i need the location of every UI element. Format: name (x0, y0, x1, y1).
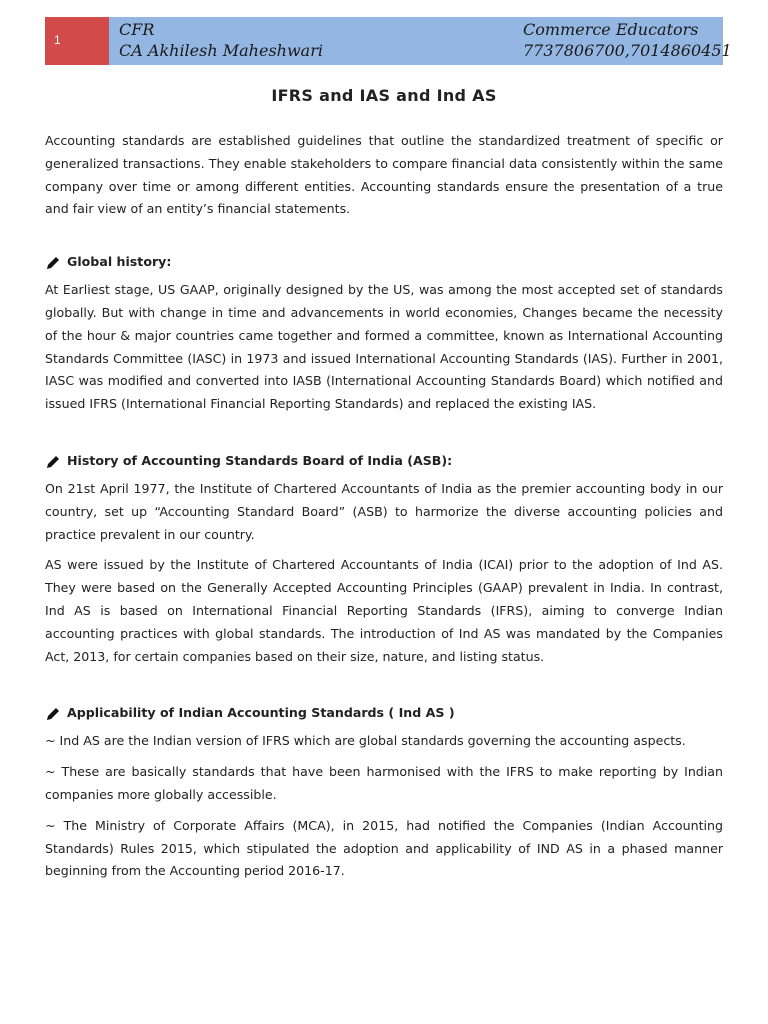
section-heading-text: History of Accounting Standards Board of India (ASB): (67, 452, 453, 468)
section-paragraph: At Earliest stage, US GAAP, originally designed by the US, was among the most accepted set of standards globally. But with change in time and advancements in world economies, Changes became the necessity of the hour & major countries came together and formed a committee, known as International Accounting Standards Committee (IASC) in 1973 and issued International Accounting Standards (IAS). Further in 2001, IASC was modified and converted into IASB (International Accounting Standards Board) which notified and issued IFRS (International Financial Reporting Standards) and replaced the existing IAS. (45, 282, 723, 412)
header-band (109, 17, 732, 65)
document-body (45, 130, 723, 891)
section-heading-asb-history (45, 450, 723, 472)
header-phone-numbers: 7737806700,7014860451 (523, 41, 732, 60)
section-heading-ind-as-applicability (45, 702, 723, 724)
header-author-name: CA Akhilesh Maheshwari (119, 41, 323, 60)
section-paragraph: ~ Ind AS are the Indian version of IFRS which are global standards governing the accounting aspects. (45, 733, 686, 749)
intro-paragraph: Accounting standards are established guidelines that outline the standardized treatment of specific or generalized transactions. They enable stakeholders to compare financial data consistently within the same company over time or among different entities. Accounting standards ensure the presentation of a true and fair view of an entity’s financial statements. (45, 133, 723, 217)
page-number: 1 (45, 17, 109, 65)
section-paragraph: AS were issued by the Institute of Chartered Accountants of India (ICAI) prior to the adoption of Ind AS. They were based on the Generally Accepted Accounting Principles (GAAP) prevalent in India. In contrast, Ind AS is based on International Financial Reporting Standards (IFRS), aiming to converge Indian accounting practices with global standards. The introduction of Ind AS was mandated by the Companies Act, 2013, for certain companies based on their size, nature, and listing status. (45, 557, 723, 664)
pencil-icon (45, 255, 61, 269)
section-paragraph: ~ The Ministry of Corporate Affairs (MCA), in 2015, had notified the Companies (Indian Accounting Standards) Rules 2015, which stipulated the adoption and applicability of IND AS in a phased manner beginning from the Accounting period 2016-17. (45, 817, 723, 879)
section-heading-text: Global history: (67, 254, 172, 270)
section-paragraph: ~ These are basically standards that have been harmonised with the IFRS to make reporting by Indian companies more globally accessible. (45, 764, 723, 802)
page-header (45, 17, 732, 65)
pencil-icon (45, 454, 61, 468)
pencil-icon (45, 706, 61, 720)
header-organization: Commerce Educators (523, 20, 699, 39)
section-paragraph: On 21st April 1977, the Institute of Chartered Accountants of India as the premier accounting body in our country, set up “Accounting Standard Board” (ASB) to harmorize the diverse accounting policies and practice prevalent in our country. (45, 480, 723, 542)
document-title: IFRS and IAS and Ind AS (271, 86, 497, 105)
section-heading-text: Applicability of Indian Accounting Standards ( Ind AS ) (67, 705, 455, 721)
header-course-name: CFR (119, 20, 155, 39)
section-heading-global-history (45, 251, 723, 273)
